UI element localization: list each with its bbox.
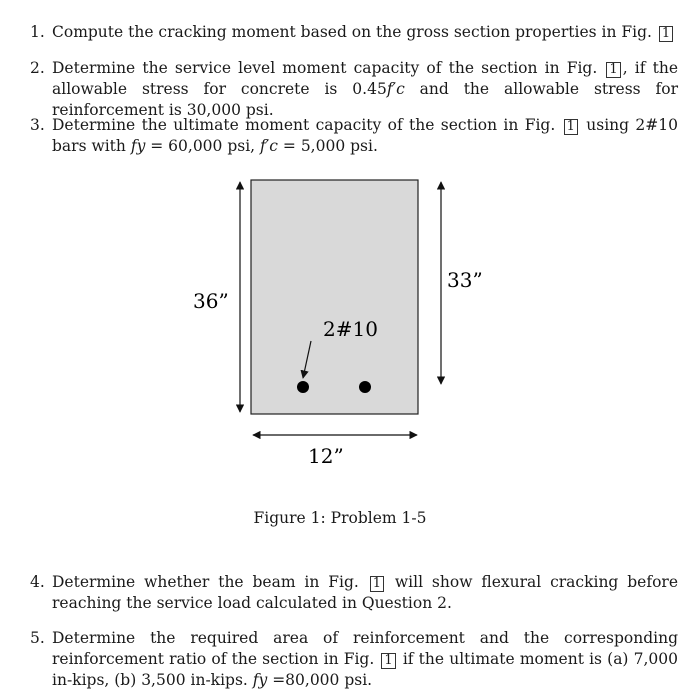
width-label: 12”: [308, 444, 344, 468]
rebar: [359, 381, 371, 393]
math-fc: f′c: [386, 80, 405, 98]
height-label: 36”: [193, 289, 229, 313]
problem-text: Determine the service level moment capacity of the section in Fig. 1 , if the allowable stress for concrete is 0.45f′c and the allowable stress for reinforcement is 30,000 psi.: [52, 59, 678, 119]
rebar: [297, 381, 309, 393]
math-fy: fy: [252, 671, 273, 689]
problem-text: Determine whether the beam in Fig. 1 will show flexural cracking before reaching the service load calculated in Question 2.: [52, 573, 678, 612]
math-fy: fy =: [130, 137, 169, 155]
problem-text: Determine the ultimate moment capacity of the section in Fig. 1 using 2#10 bars with fy = 60,000 psi, f′c = 5,000 psi.: [52, 116, 678, 155]
effective-depth-label: 33”: [447, 268, 483, 292]
problem-number: 1.: [30, 23, 45, 41]
problem-number: 3.: [30, 116, 45, 134]
figure-ref-link[interactable]: 1: [659, 26, 673, 42]
figure-ref-link[interactable]: 1: [370, 576, 384, 592]
figure-ref-link[interactable]: 1: [606, 62, 620, 78]
bar-label: 2#10: [323, 317, 378, 341]
problem-number: 4.: [30, 573, 45, 591]
figure-ref-link[interactable]: 1: [564, 119, 578, 135]
problem-text: Compute the cracking moment based on the gross section properties in Fig. 1: [52, 22, 678, 43]
problem-number: 5.: [30, 629, 45, 647]
figure-caption: Figure 1: Problem 1-5: [253, 509, 427, 527]
math-fc: f′c =: [260, 137, 301, 155]
problem-text: Determine the required area of reinforcement and the corresponding reinforcement ratio of the section in Fig. 1 if the ultimate moment is (a) 7,000 in-kips, (b) 3,500 in-kips. fy =80,000 psi.: [52, 629, 678, 689]
figure-ref-link[interactable]: 1: [381, 653, 395, 669]
beam-cross-section: [251, 180, 418, 414]
problem-number: 2.: [30, 59, 45, 77]
